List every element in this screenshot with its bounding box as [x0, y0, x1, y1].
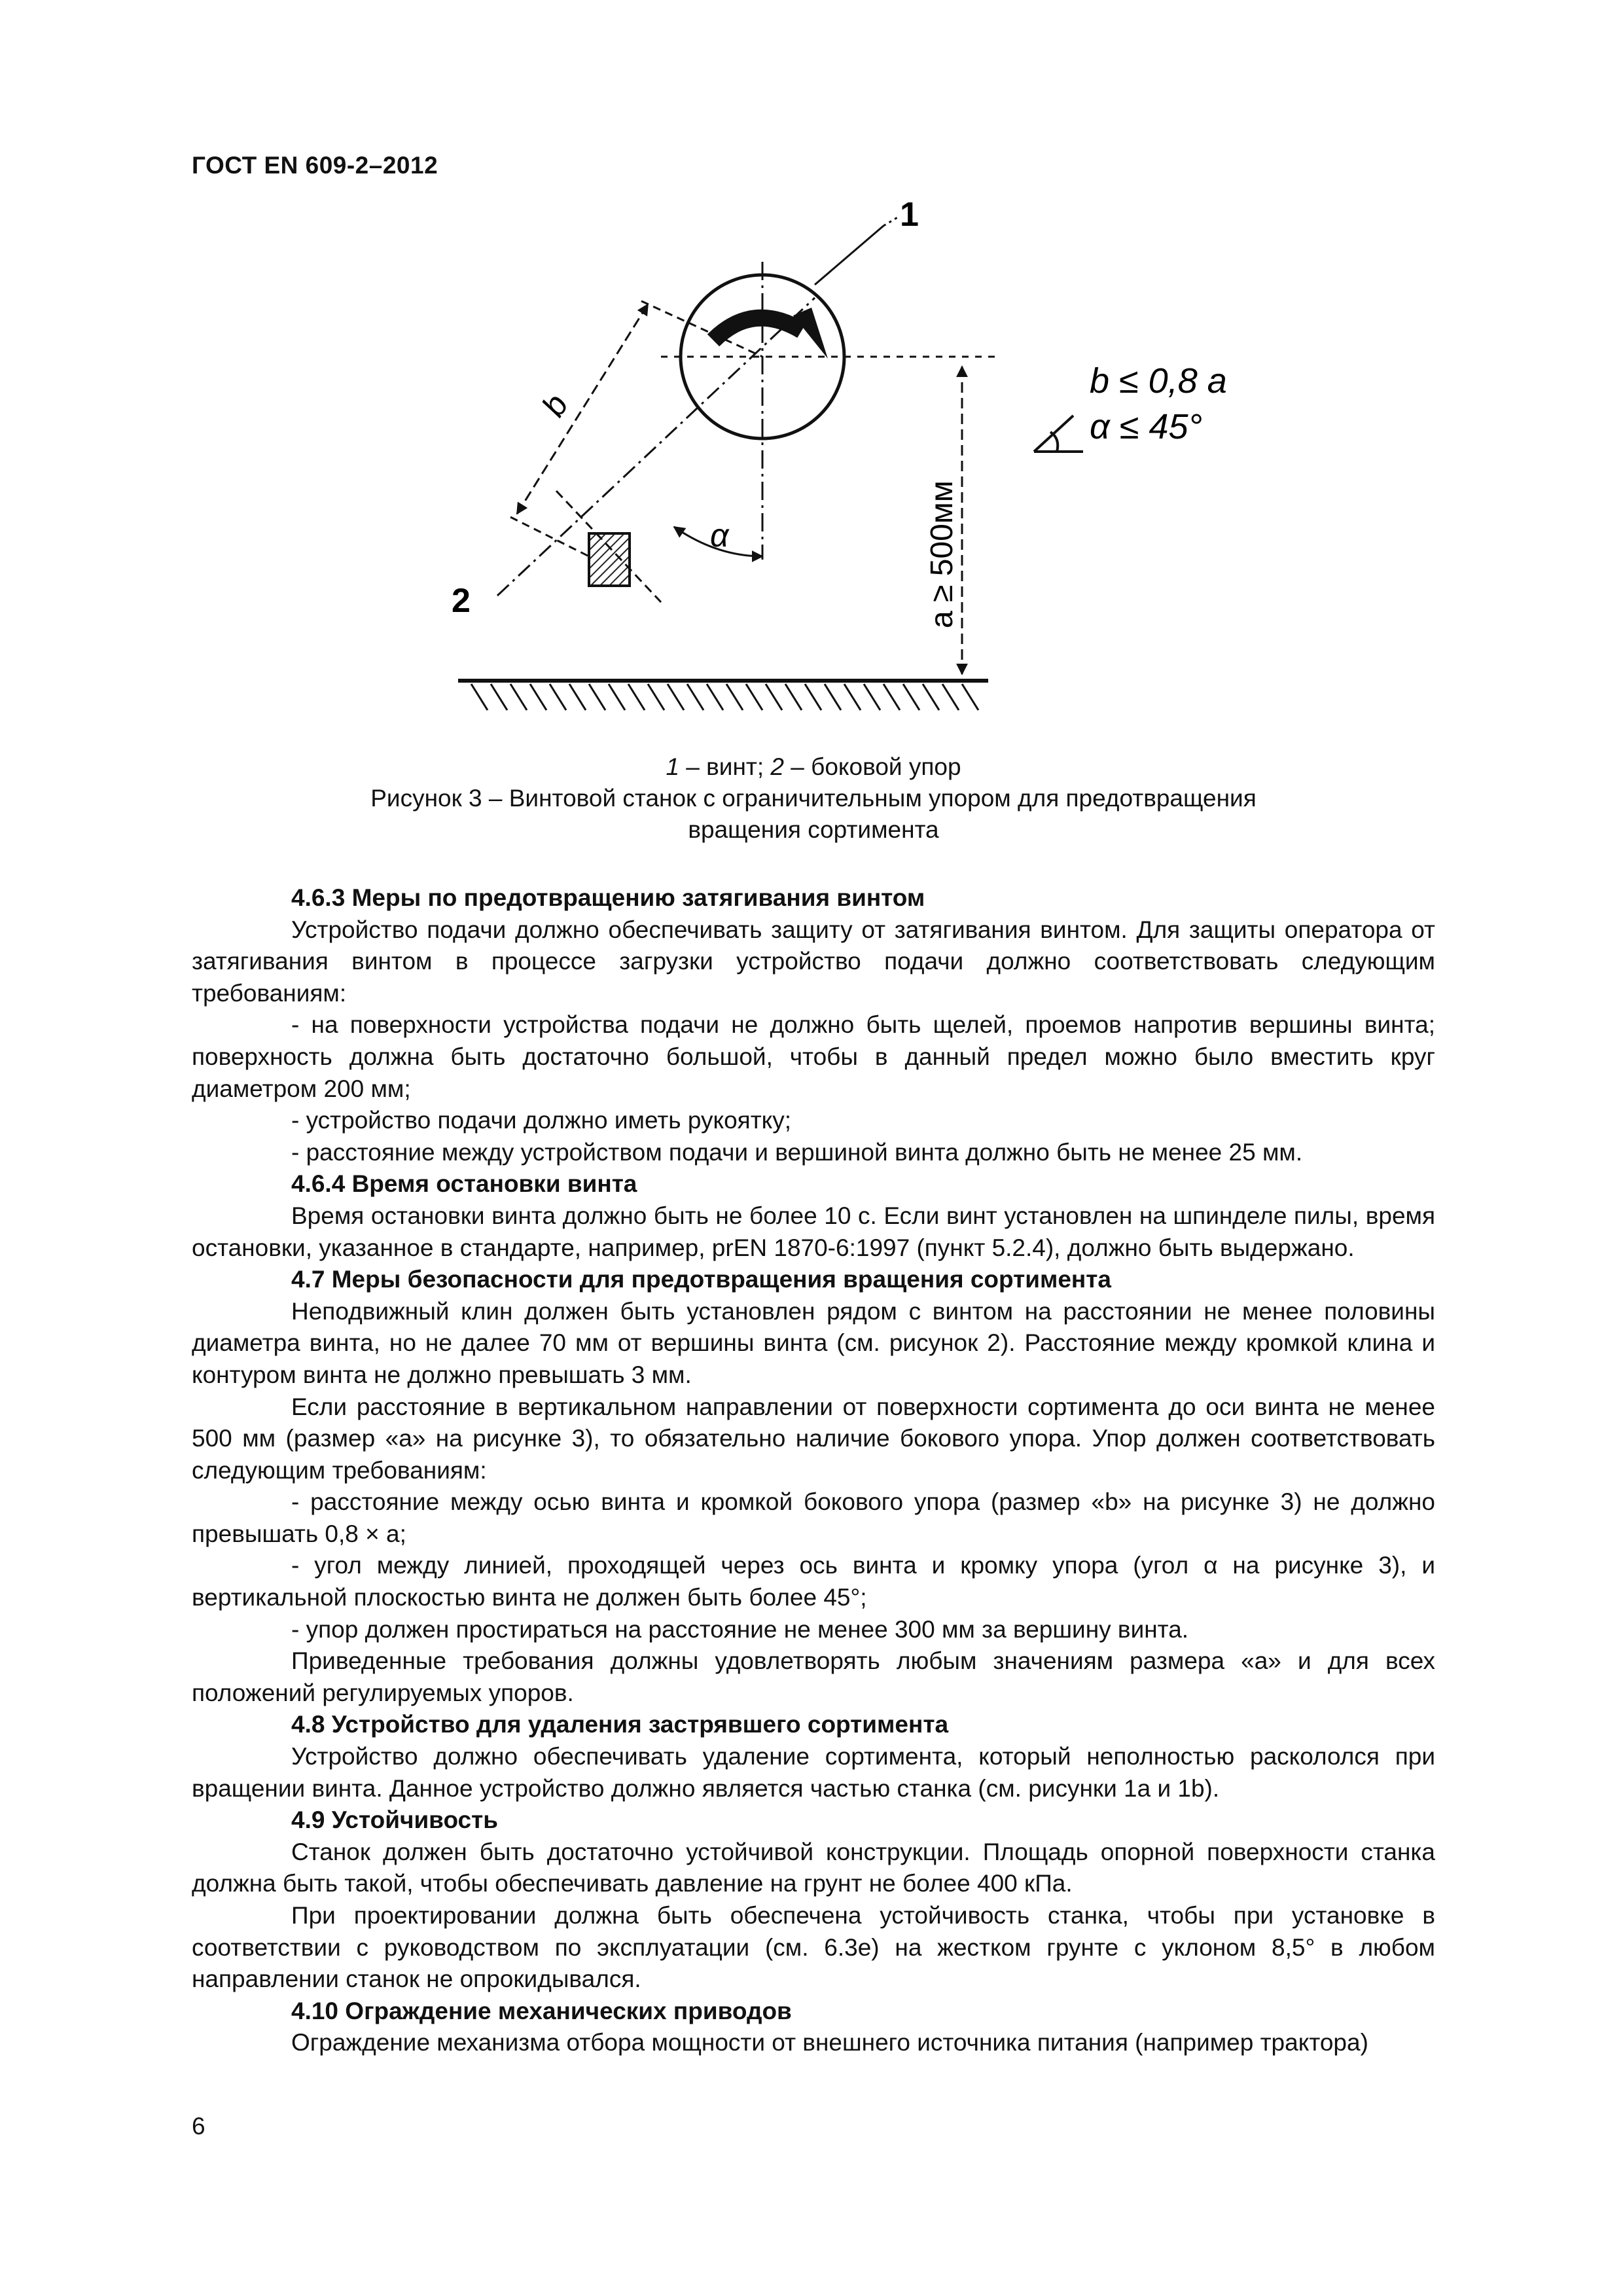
- figure-title-line-1: Рисунок 3 – Винтовой станок с ограничительным упором для предотвращения: [370, 785, 1257, 812]
- document-code: ГОСТ EN 609-2–2012: [192, 152, 438, 179]
- paragraph: Время остановки винта должно быть не более 10 с. Если винт установлен на шпинделе пилы, время остановки, указанное в стандарте, например, prEN 1870-6:1997 (пункт 5.2.4), должно быть выдержано.: [192, 1202, 1435, 1261]
- paragraph: Неподвижный клин должен быть установлен рядом с винтом на расстоянии не менее половины диаметра винта, но не далее 70 мм от вершины винта (см. рисунок 2). Расстояние между кромкой клина и контуром винта не должно превышать 3 мм.: [192, 1297, 1435, 1388]
- paragraph: При проектировании должна быть обеспечена устойчивость станка, чтобы при установке в соответствии с руководством по эксплуатации (см. 6.3е) на жестком грунте с уклоном 8,5° в любом направлении станок не опрокидывался.: [192, 1902, 1435, 1993]
- paragraph: Ограждение механизма отбора мощности от внешнего источника питания (например трактора): [291, 2029, 1368, 2056]
- section-4-9-heading: 4.9 Устойчивость: [291, 1806, 498, 1834]
- figure-key: 1 – винт; 2 – боковой упор: [666, 753, 961, 780]
- list-item: - расстояние между осью винта и кромкой бокового упора (размер «b» на рисунке 3) не должно превышать 0,8 × a;: [192, 1488, 1435, 1547]
- section-4-6-4-heading: 4.6.4 Время остановки винта: [291, 1170, 637, 1198]
- list-item: - расстояние между устройством подачи и вершиной винта должно быть не менее 25 мм.: [291, 1138, 1303, 1166]
- label-alpha: α: [710, 517, 729, 554]
- dimension-b-line: [517, 304, 648, 514]
- paragraph: Приведенные требования должны удовлетворять любым значениям размера «a» и для всех положений регулируемых упоров.: [192, 1647, 1435, 1706]
- angle-symbol-icon: [1034, 416, 1083, 452]
- paragraph: Станок должен быть достаточно устойчивой конструкции. Площадь опорной поверхности станка должна быть такой, чтобы обеспечивать давление на грунт не более 400 кПа.: [192, 1838, 1435, 1897]
- page-number: 6: [192, 2113, 205, 2140]
- callout-1: 1: [900, 196, 919, 234]
- label-b: b: [534, 387, 576, 423]
- figure-caption: [192, 751, 1435, 846]
- section-4-6-3-heading: 4.6.3 Меры по предотвращению затягивания винтом: [291, 884, 925, 911]
- rotation-arrow: [713, 318, 802, 340]
- formula-b: b ≤ 0,8 a: [1090, 361, 1227, 401]
- section-4-10-heading: 4.10 Ограждение механических приводов: [291, 1997, 792, 2024]
- list-item: - угол между линией, проходящей через ось винта и кромку упора (угол α на рисунке 3), и вертикальной плоскостью винта не должен быть более 45°;: [192, 1552, 1435, 1611]
- paragraph: Устройство должно обеспечивать удаление сортимента, который неполностью раскололся при вращении винта. Данное устройство должно является частью станка (см. рисунки 1a и 1b).: [192, 1743, 1435, 1802]
- formula-alpha: α ≤ 45°: [1090, 407, 1203, 446]
- list-item: - упор должен простираться на расстояние не менее 300 мм за вершину винта.: [291, 1615, 1189, 1643]
- paragraph: Если расстояние в вертикальном направлении от поверхности сортимента до оси винта не менее 500 мм (размер «a» на рисунке 3), то обязательно наличие бокового упора. Упор должен соответствовать следующим требованиям:: [192, 1393, 1435, 1484]
- section-4-7-heading: 4.7 Меры безопасности для предотвращения вращения сортимента: [291, 1266, 1111, 1293]
- callout-2: 2: [452, 582, 471, 620]
- list-item: - на поверхности устройства подачи не должно быть щелей, проемов напротив вершины винта; поверхность должна быть достаточно большой, чтобы в данный предел можно было вместить круг диаметром 200 мм;: [192, 1011, 1435, 1102]
- figure-title-line-2: вращения сортимента: [688, 816, 939, 843]
- document-body: [192, 882, 1435, 2059]
- paragraph: Устройство подачи должно обеспечивать защиту от затягивания винтом. Для защиты оператора от затягивания винтом в процессе загрузки устройство подачи должно соответствовать следующим требованиям:: [192, 916, 1435, 1007]
- label-dimension-a: a ≥ 500мм: [925, 480, 959, 628]
- side-stop: [589, 533, 630, 586]
- section-4-8-heading: 4.8 Устройство для удаления застрявшего сортимента: [291, 1711, 949, 1738]
- list-item: - устройство подачи должно иметь рукоятку;: [291, 1107, 792, 1134]
- figure-3-diagram: [0, 0, 1623, 740]
